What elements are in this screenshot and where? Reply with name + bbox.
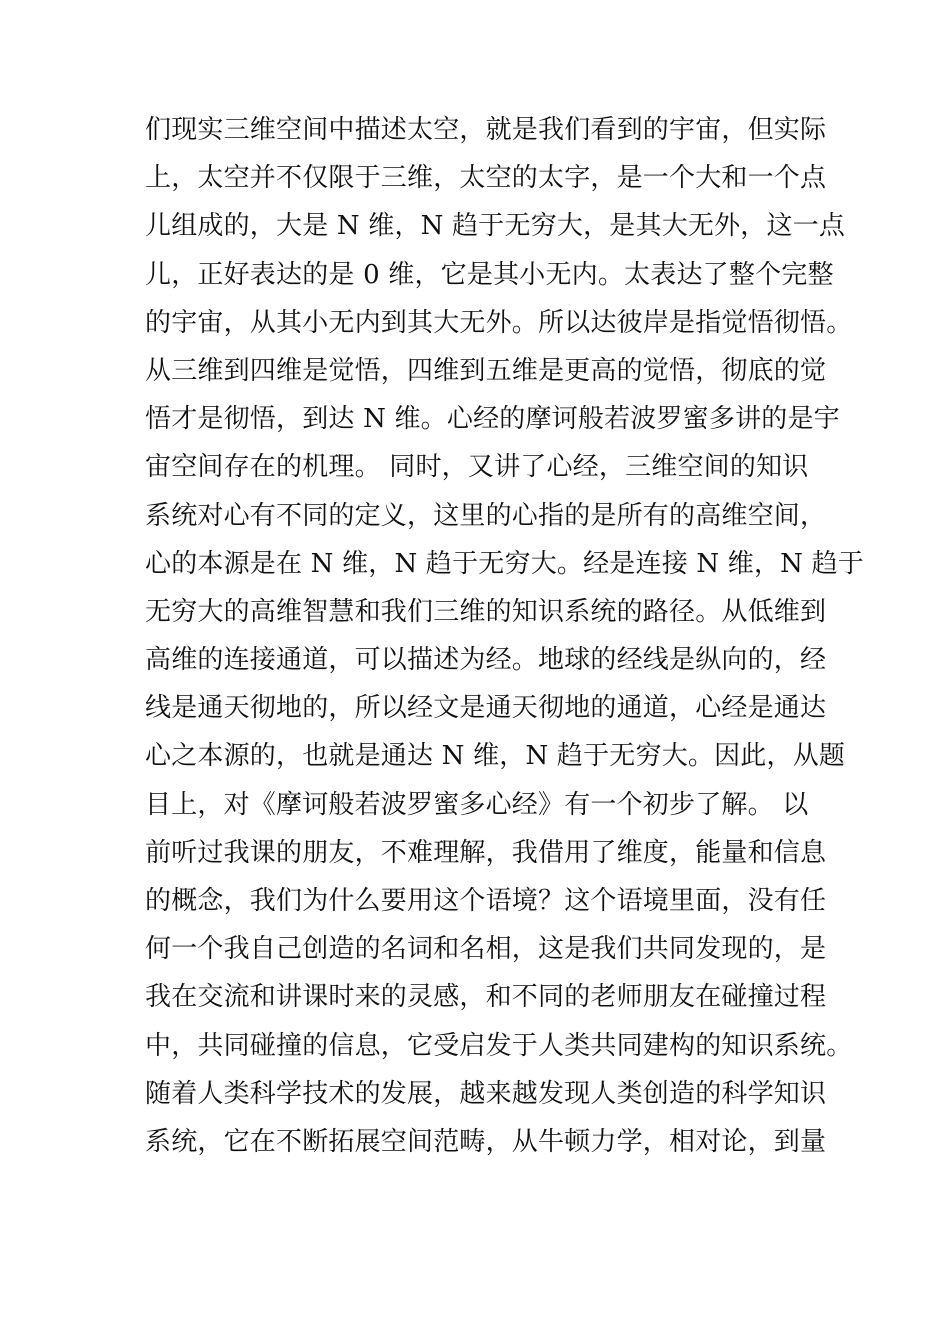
text-line: 儿，正好表达的是 0 维，它是其小无内。太表达了整个完整: [145, 259, 834, 290]
text-line: 前听过我课的朋友，不难理解，我借用了维度，能量和信息: [145, 837, 827, 868]
text-line: 的宇宙，从其小无内到其大无外。所以达彼岸是指觉悟彻悟。: [145, 307, 853, 338]
text-line: 无穷大的高维智慧和我们三维的知识系统的路径。从低维到: [145, 596, 827, 627]
text-line: 高维的连接通道，可以描述为经。地球的经线是纵向的，经: [145, 645, 827, 676]
text-line: 的概念，我们为什么要用这个语境？这个语境里面，没有任: [145, 886, 827, 916]
text-line: 目上，对《摩诃般若波罗蜜多心经》有一个初步了解。 以: [145, 789, 809, 820]
text-line: 儿组成的，大是 N 维，N 趋于无穷大，是其大无外，这一点: [145, 211, 846, 242]
text-line: 心之本源的，也就是通达 N 维，N 趋于无穷大。因此，从题: [145, 741, 846, 772]
text-line: 悟才是彻悟，到达 N 维。心经的摩诃般若波罗蜜多讲的是宇: [145, 404, 840, 435]
text-line: 从三维到四维是觉悟，四维到五维是更高的觉悟，彻底的觉: [145, 355, 827, 386]
text-line: 何一个我自己创造的名词和名相，这是我们共同发现的，是: [145, 934, 827, 965]
body-text: [145, 106, 864, 1166]
text-line: 上，太空并不仅限于三维，太空的太字，是一个大和一个点: [145, 163, 827, 194]
text-line: 心的本源是在 N 维，N 趋于无穷大。经是连接 N 维，N 趋于: [145, 548, 864, 579]
text-line: 我在交流和讲课时来的灵感，和不同的老师朋友在碰撞过程: [145, 982, 827, 1013]
text-line: 线是通天彻地的，所以经文是通天彻地的通道，心经是通达: [145, 693, 827, 724]
text-line: 们现实三维空间中描述太空，就是我们看到的宇宙，但实际: [145, 115, 827, 145]
text-line: 随着人类科学技术的发展，越来越发现人类创造的科学知识: [145, 1078, 827, 1109]
text-line: 系统，它在不断拓展空间范畴，从牛顿力学，相对论，到量: [145, 1126, 827, 1157]
text-line: 宙空间存在的机理。 同时，又讲了心经，三维空间的知识: [145, 452, 809, 483]
text-line: 中，共同碰撞的信息，它受启发于人类共同建构的知识系统。: [145, 1030, 853, 1061]
text-line: 系统对心有不同的定义，这里的心指的是所有的高维空间，: [145, 500, 827, 531]
